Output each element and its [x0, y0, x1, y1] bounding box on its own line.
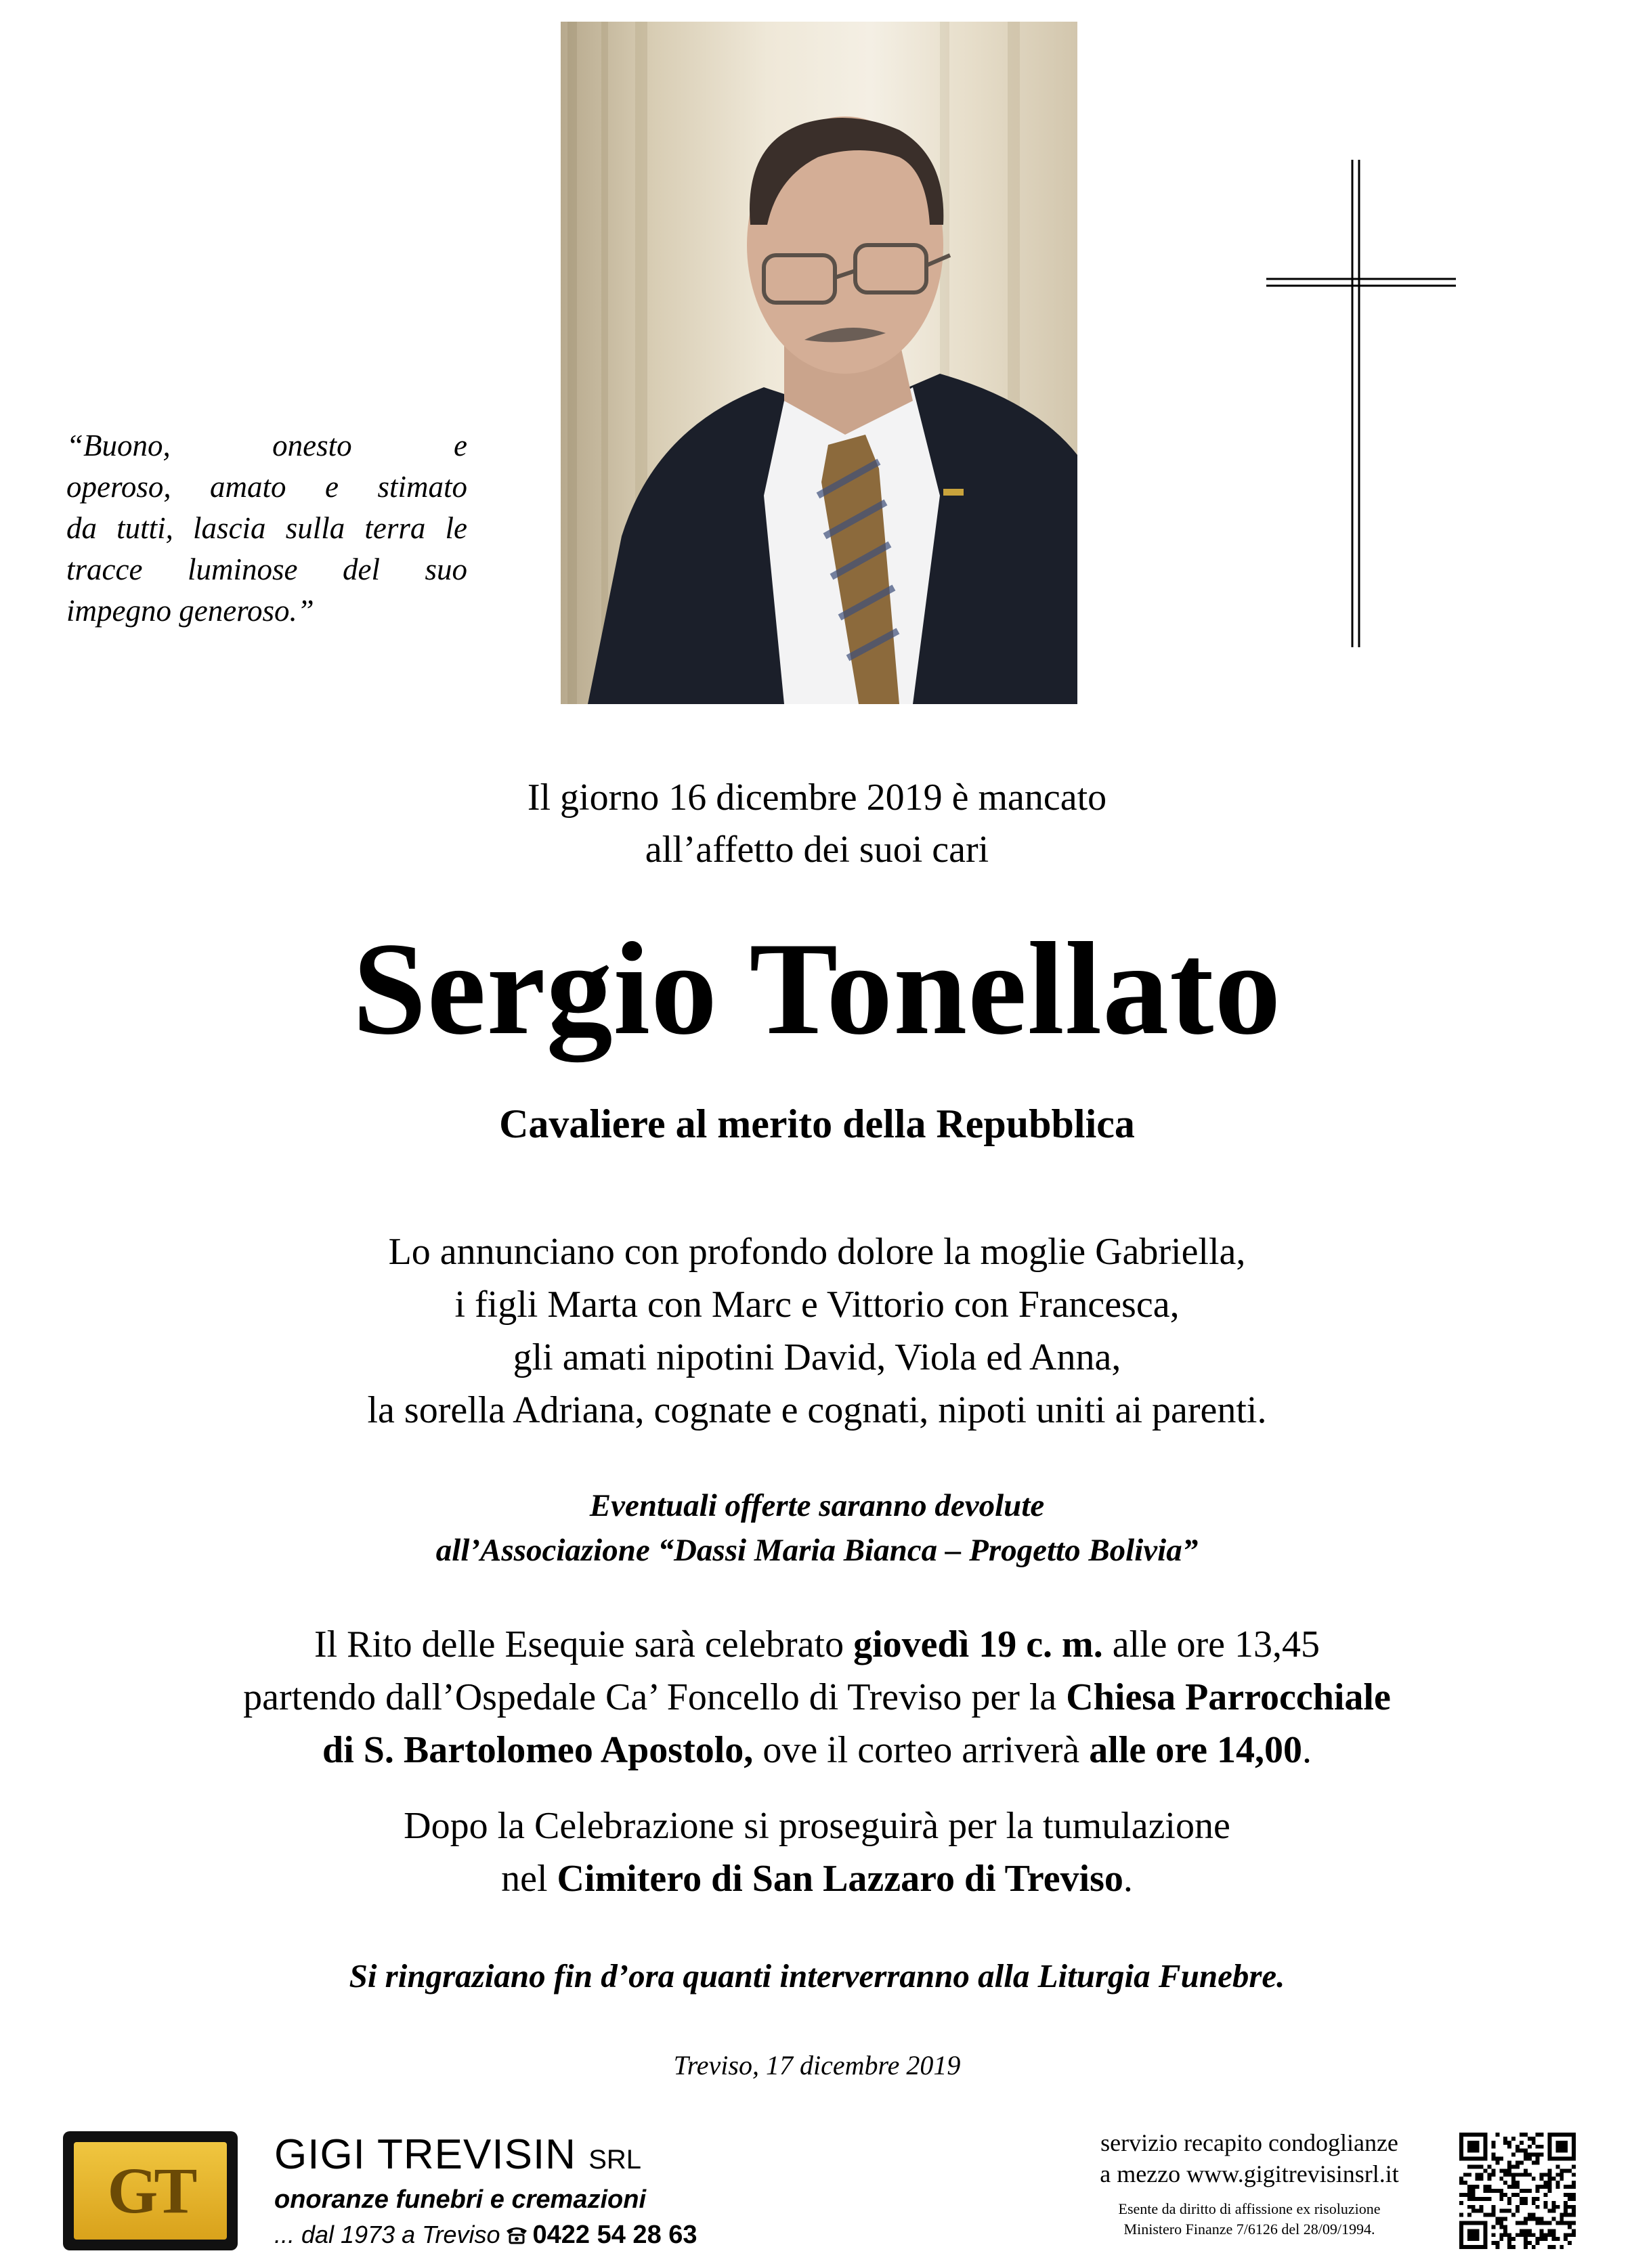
funeral-text: partendo dall’Ospedale Ca’ Foncello di Treviso per la — [243, 1676, 1067, 1718]
burial-text: . — [1123, 1858, 1133, 1900]
quote-line: operoso, amato e stimato — [66, 470, 467, 504]
funeral-text: . — [1302, 1729, 1312, 1771]
company-tagline: onoranze funebri e cremazioni — [274, 2185, 646, 2214]
burial-text: nel — [501, 1858, 557, 1900]
place-date: Treviso, 17 dicembre 2019 — [673, 2050, 961, 2080]
company-logo — [63, 2131, 238, 2250]
intro-line: all’affetto dei suoi cari — [645, 829, 989, 871]
quote-line: tracce luminose del suo — [66, 552, 467, 586]
church-name: di S. Bartolomeo Apostolo, — [322, 1729, 754, 1771]
family-announcement — [0, 1225, 1634, 1437]
exemption-note — [1056, 2199, 1442, 2240]
quote-line: impegno generoso.” — [66, 594, 314, 628]
burial-line — [0, 1852, 1634, 1905]
exemption-line: Ministero Finanze 7/6126 del 28/09/1994. — [1123, 2221, 1375, 2238]
deceased-name: Sergio Tonellato — [352, 915, 1282, 1062]
cemetery-name: Cimitero di San Lazzaro di Treviso — [557, 1858, 1123, 1900]
condolences-service — [1056, 2127, 1442, 2189]
company-since-line — [274, 2218, 697, 2252]
exemption-line: Esente da diritto di affissione ex risoluzione — [1118, 2200, 1381, 2217]
portrait-photo — [561, 22, 1077, 704]
burial-line: Dopo la Celebrazione si proseguirà per la tumulazione — [404, 1805, 1230, 1847]
funeral-text: Il Rito delle Esequie sarà celebrato — [314, 1623, 854, 1665]
donations-note — [0, 1483, 1634, 1573]
funeral-date: giovedì 19 c. m. — [853, 1623, 1103, 1665]
announcement-line: la sorella Adriana, cognate e cognati, nipoti uniti ai parenti. — [367, 1389, 1267, 1431]
company-phone[interactable]: 0422 54 28 63 — [532, 2221, 697, 2249]
funeral-line — [0, 1724, 1634, 1776]
burial-details — [0, 1800, 1634, 1905]
phone-icon — [504, 2224, 529, 2244]
quote-line: “Buono, onesto e — [66, 429, 467, 462]
company-name — [274, 2131, 641, 2183]
donations-line: all’Associazione “Dassi Maria Bianca – Progetto Bolivia” — [435, 1533, 1199, 1568]
announcement-line: i figli Marta con Marc e Vittorio con Francesca, — [454, 1284, 1180, 1326]
condolences-website[interactable]: a mezzo www.gigitrevisinsrl.it — [1100, 2160, 1399, 2187]
company-suffix: SRL — [588, 2145, 641, 2175]
condolences-line: servizio recapito condoglianze — [1100, 2129, 1398, 2156]
logo-plate — [74, 2142, 227, 2240]
funeral-line — [0, 1618, 1634, 1671]
portrait-illustration — [561, 22, 1077, 704]
church-name: Chiesa Parrocchiale — [1066, 1676, 1391, 1718]
company-name-text: GIGI TREVISIN — [274, 2131, 576, 2178]
funeral-time: alle ore 13,45 — [1102, 1623, 1320, 1665]
cross-icon — [1266, 160, 1456, 647]
donations-line: Eventuali offerte saranno devolute — [589, 1488, 1045, 1523]
death-announcement-intro — [0, 772, 1634, 876]
funeral-line — [0, 1671, 1634, 1724]
qr-code-icon[interactable] — [1459, 2133, 1576, 2249]
arrival-time: alle ore 14,00 — [1089, 1729, 1302, 1771]
funeral-text: ove il corteo arriverà — [753, 1729, 1090, 1771]
intro-line: Il giorno 16 dicembre 2019 è mancato — [527, 777, 1107, 819]
funeral-details — [0, 1618, 1634, 1776]
logo-monogram: GT — [107, 2154, 194, 2227]
honorific-title: Cavaliere al merito della Repubblica — [499, 1102, 1135, 1146]
quote-line: da tutti, lascia sulla terra le — [66, 511, 467, 545]
announcement-line: gli amati nipotini David, Viola ed Anna, — [513, 1336, 1121, 1378]
company-since: ... dal 1973 a Treviso — [274, 2221, 500, 2248]
thanks-note: Si ringraziano fin d’ora quanti interverranno alla Liturgia Funebre. — [349, 1957, 1285, 1994]
epitaph-quote — [66, 425, 467, 632]
announcement-line: Lo annunciano con profondo dolore la moglie Gabriella, — [388, 1231, 1246, 1273]
